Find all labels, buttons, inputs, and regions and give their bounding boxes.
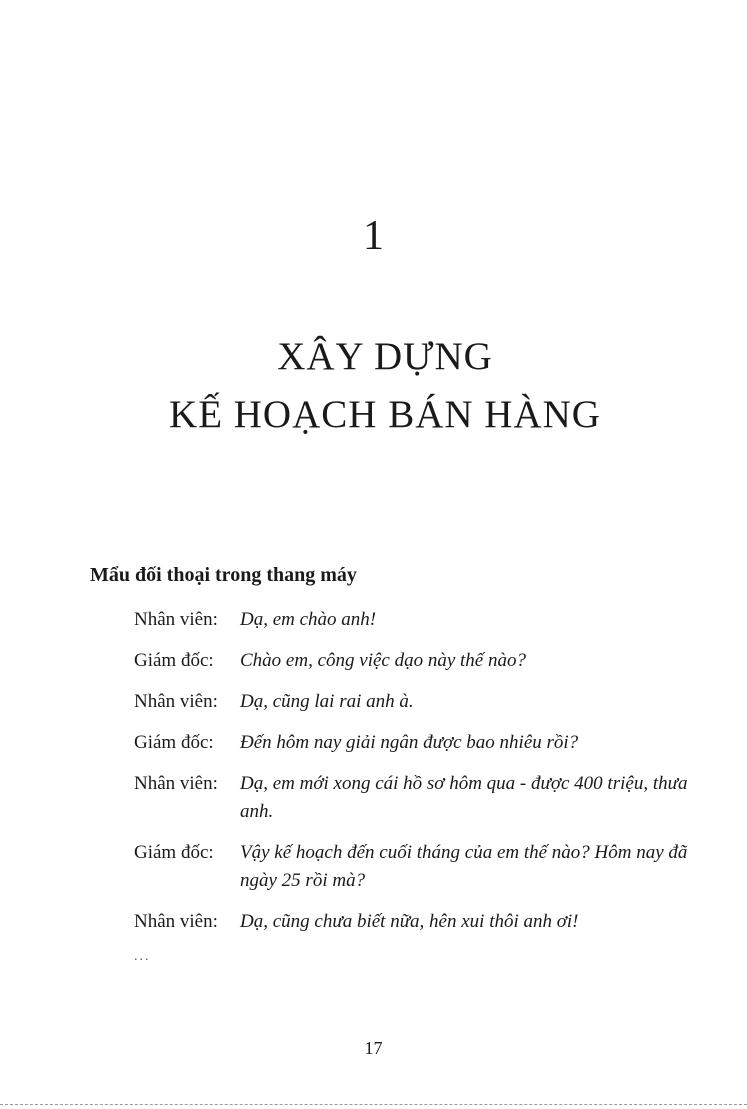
dialogue-line	[134, 908, 724, 936]
speech-text: Dạ, cũng chưa biết nữa, hên xui thôi anh ơi!	[240, 911, 579, 932]
dialogue-line	[134, 647, 724, 675]
speaker-label: Nhân viên:	[134, 609, 218, 630]
section-heading: Mẩu đối thoại trong thang máy	[90, 564, 357, 586]
speech-text: Dạ, em chào anh!	[240, 609, 377, 630]
dialogue	[134, 606, 724, 965]
scan-edge-divider	[0, 1104, 747, 1105]
speaker-label: Giám đốc:	[134, 842, 214, 863]
dialogue-line	[134, 839, 724, 895]
page-number: 17	[364, 1038, 383, 1058]
speech-text: Vậy kế hoạch đến cuối tháng của em thế nào? Hôm nay đã ngày 25 rồi mà?	[240, 842, 688, 891]
dialogue-line	[134, 729, 724, 757]
speech-text: Dạ, cũng lai rai anh à.	[240, 691, 414, 712]
chapter-title-line-1: XÂY DỰNG	[277, 335, 493, 378]
chapter-title-line-2: KẾ HOẠCH BÁN HÀNG	[169, 393, 601, 436]
speaker-label: Nhân viên:	[134, 773, 218, 794]
dialogue-line	[134, 606, 724, 634]
ellipsis: ...	[134, 949, 151, 964]
speech-text: Đến hôm nay giải ngân được bao nhiêu rồi?	[240, 732, 579, 753]
speech-text: Dạ, em mới xong cái hồ sơ hôm qua - được 400 triệu, thưa anh.	[240, 773, 688, 822]
speaker-label: Nhân viên:	[134, 911, 218, 932]
speech-text: Chào em, công việc dạo này thế nào?	[240, 650, 526, 671]
speaker-label: Giám đốc:	[134, 650, 214, 671]
chapter-title	[0, 328, 747, 444]
speaker-label: Nhân viên:	[134, 691, 218, 712]
dialogue-line	[134, 770, 724, 826]
speaker-label: Giám đốc:	[134, 732, 214, 753]
dialogue-line	[134, 688, 724, 716]
chapter-number: 1	[363, 213, 384, 259]
